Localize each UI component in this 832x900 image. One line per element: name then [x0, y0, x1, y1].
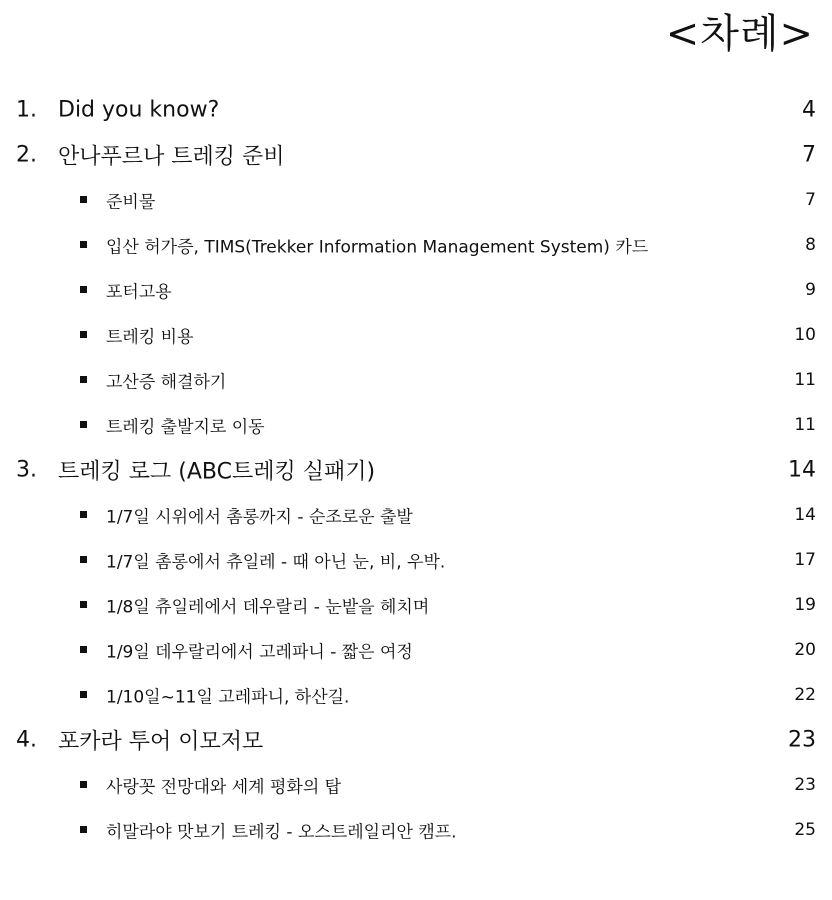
page-number: 9 — [805, 279, 816, 300]
page-number: 17 — [794, 549, 816, 570]
toc-section[interactable] — [0, 627, 832, 672]
section-title: 준비물 — [106, 192, 156, 212]
section-title: 1/7일 시위에서 촘롱까지 - 순조로운 출발 — [106, 507, 413, 527]
page-number: 22 — [794, 684, 816, 705]
page-number: 11 — [794, 369, 816, 390]
toc-section[interactable] — [0, 402, 832, 447]
section-title: 1/8일 츄일레에서 데우랄리 - 눈밭을 헤치며 — [106, 597, 430, 617]
page-title: <차례> — [665, 11, 814, 57]
toc-section[interactable] — [0, 492, 832, 537]
bullet-square-icon — [80, 331, 87, 338]
page-number: 23 — [788, 727, 816, 752]
page-number: 19 — [794, 594, 816, 615]
section-title: 1/7일 촘롱에서 츄일레 - 때 아닌 눈, 비, 우박. — [106, 552, 446, 572]
toc-section[interactable] — [0, 537, 832, 582]
page-number: 7 — [802, 142, 816, 167]
page-number: 8 — [805, 234, 816, 255]
page-number: 25 — [794, 819, 816, 840]
page-number: 4 — [802, 97, 816, 122]
chapter-title: 안나푸르나 트레킹 준비 — [58, 144, 285, 169]
bullet-square-icon — [80, 826, 87, 833]
toc-chapter-1[interactable] — [0, 87, 832, 132]
section-title: 히말라야 맛보기 트레킹 - 오스트레일리안 캠프. — [106, 822, 457, 842]
section-title: 포터고용 — [106, 282, 172, 302]
chapter-number: 4. — [16, 727, 37, 752]
bullet-square-icon — [80, 781, 87, 788]
page-number: 11 — [794, 414, 816, 435]
bullet-square-icon — [80, 196, 87, 203]
toc-section[interactable] — [0, 267, 832, 312]
page-number: 20 — [794, 639, 816, 660]
bullet-square-icon — [80, 601, 87, 608]
bullet-square-icon — [80, 511, 87, 518]
chapter-number: 1. — [16, 97, 37, 122]
section-title: 사랑꼿 전망대와 세계 평화의 탑 — [106, 777, 342, 797]
toc-chapter-3[interactable] — [0, 447, 832, 492]
bullet-square-icon — [80, 286, 87, 293]
bullet-square-icon — [80, 421, 87, 428]
toc-chapter-4[interactable] — [0, 717, 832, 762]
toc-section[interactable] — [0, 582, 832, 627]
chapter-title: 트레킹 로그 (ABC트레킹 실패기) — [58, 459, 376, 484]
toc-section[interactable] — [0, 357, 832, 402]
bullet-square-icon — [80, 556, 87, 563]
toc-section[interactable] — [0, 807, 832, 852]
toc-section[interactable] — [0, 177, 832, 222]
chapter-title: 포카라 투어 이모저모 — [58, 729, 264, 754]
table-of-contents — [0, 87, 832, 852]
bullet-square-icon — [80, 691, 87, 698]
chapter-title: Did you know? — [58, 97, 220, 122]
bullet-square-icon — [80, 241, 87, 248]
section-title: 1/10일~11일 고레파니, 하산길. — [106, 687, 350, 707]
page-number: 7 — [805, 189, 816, 210]
toc-section[interactable] — [0, 672, 832, 717]
section-title: 1/9일 데우랄리에서 고레파니 - 짧은 여정 — [106, 642, 413, 662]
toc-section[interactable] — [0, 312, 832, 357]
bullet-square-icon — [80, 376, 87, 383]
bullet-square-icon — [80, 646, 87, 653]
page-number: 14 — [788, 457, 816, 482]
toc-section[interactable] — [0, 762, 832, 807]
page-number: 10 — [794, 324, 816, 345]
page-number: 14 — [794, 504, 816, 525]
chapter-number: 2. — [16, 142, 37, 167]
section-title: 트레킹 출발지로 이동 — [106, 417, 265, 437]
chapter-number: 3. — [16, 457, 37, 482]
section-title: 고산증 해결하기 — [106, 372, 227, 392]
page-number: 23 — [794, 774, 816, 795]
section-title: 입산 허가증, TIMS(Trekker Information Management System) 카드 — [106, 237, 649, 257]
section-title: 트레킹 비용 — [106, 327, 194, 347]
toc-section[interactable] — [0, 222, 832, 267]
toc-chapter-2[interactable] — [0, 132, 832, 177]
